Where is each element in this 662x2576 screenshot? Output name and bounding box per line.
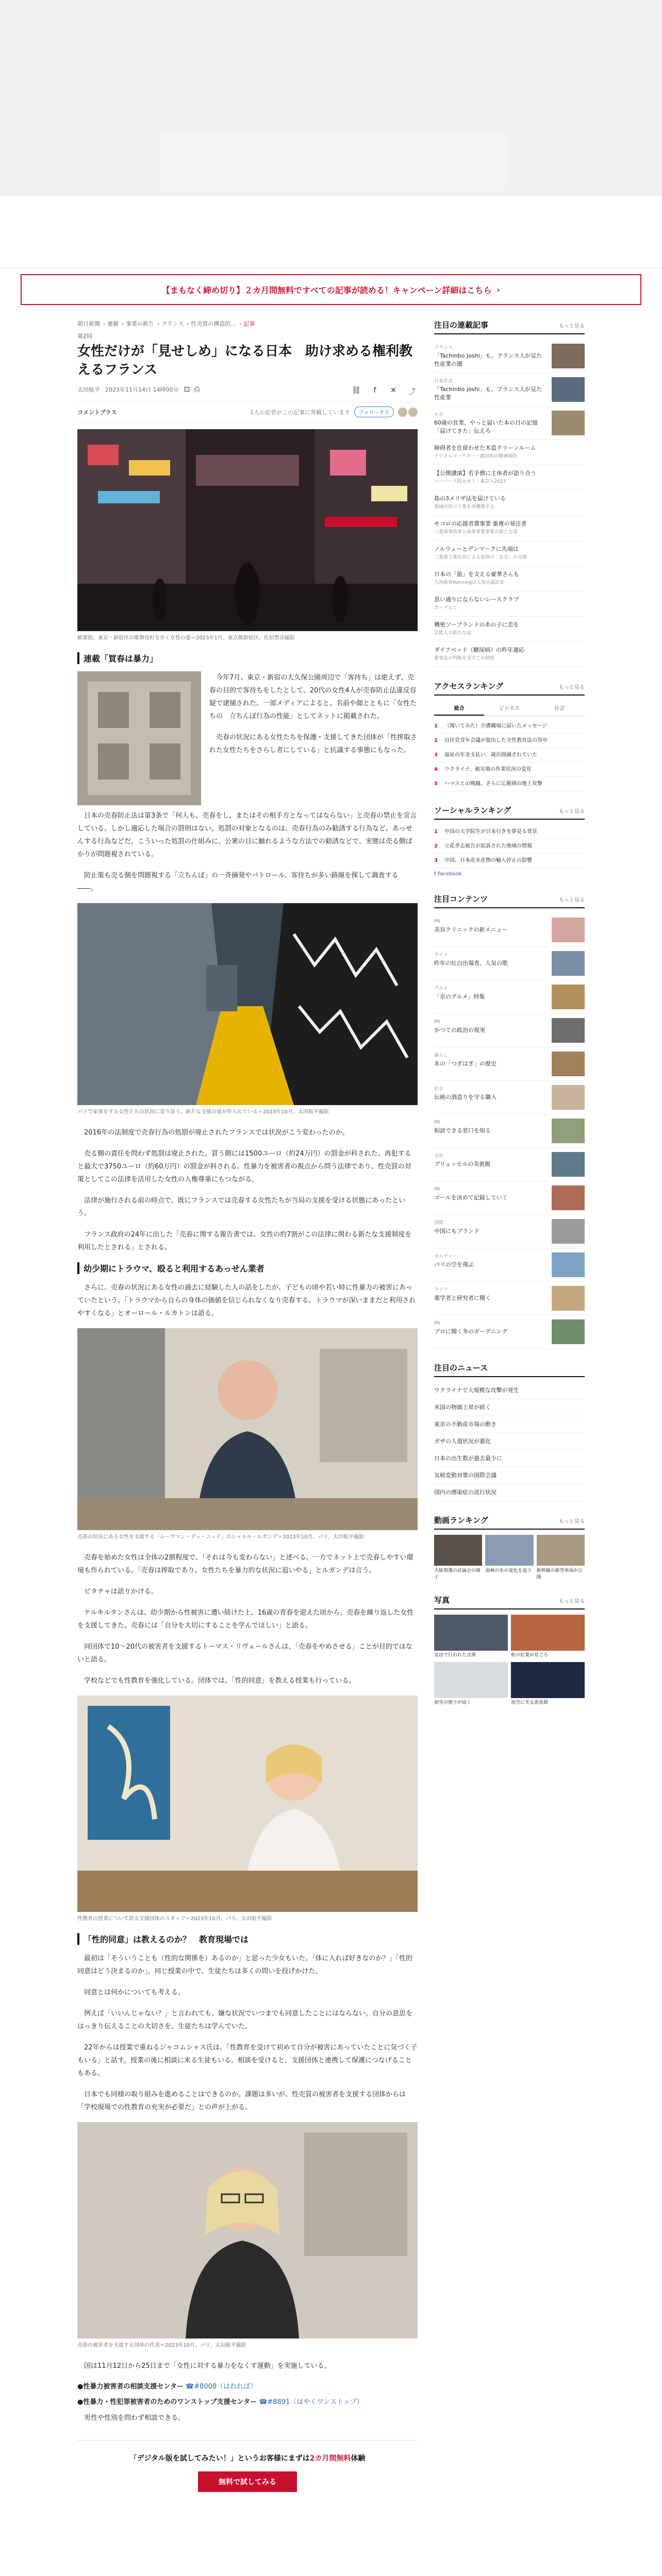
list-item[interactable] (434, 617, 585, 642)
thumbnail (552, 1219, 585, 1244)
item-sub: デジタルマーケター・廣田彰の精神病院 (434, 454, 518, 459)
item-sub: ハーバード院大ゼミ・東京大2023 (434, 479, 506, 484)
item-title: 薬学者と研究者に聞く (434, 1295, 491, 1301)
item-tag: 社会 (434, 1087, 444, 1092)
campaign-text: 【まもなく締め切り】２カ月間無料ですべての記事が読める！キャンペーン詳細はこちら (162, 285, 492, 295)
item-tag: ライフ (434, 953, 448, 958)
site-header (0, 196, 662, 268)
item-title: 「Tachinbo joshi」も。フランス人が見た性産業 (434, 386, 542, 401)
more-link[interactable]: もっと見る (559, 897, 585, 903)
article-photo[interactable] (77, 2122, 418, 2338)
ranking-item[interactable]: 4 ウクライナ、被災地の作業状況の変化 (434, 762, 585, 777)
photo-building (77, 671, 201, 805)
thumbnail (552, 1052, 585, 1076)
ranking-title: ウクライナ、被災地の作業状況の変化 (444, 767, 532, 772)
photo-grid (434, 1615, 585, 1706)
item-title: ゴールを決めて記録していく (434, 1194, 508, 1201)
ranking-title: ハマスとの戦闘、さらに広範囲の地上攻撃 (444, 781, 542, 787)
more-link[interactable]: もっと見る (559, 1519, 585, 1524)
support-label: ●性暴力・性犯罪被害者のためのワンストップ支援センター (77, 2398, 257, 2406)
item-title: かつての政治の現実 (434, 1027, 485, 1033)
breadcrumb: 朝日新聞 › 連載 › 事業の新た › フランス › 性売買の構造的… › 記事 (77, 320, 255, 327)
subscribe-text-c: 体験 (351, 2454, 366, 2463)
subscribe-box (77, 2440, 418, 2504)
subscribe-text-a: 「デジタル版を試してみたい！」というお客様にまずは (129, 2454, 310, 2463)
photo-caption: 性教育の授業について語る支援団体のスタッフ＝2023年10月、パリ、太田航平撮影 (77, 1916, 272, 1922)
facebook-label: Facebook (437, 871, 462, 877)
paragraph: 日本でも同様の取り組みを進めることはできるのか。課題は多いが、性売買の被害者を支援する団体からは「学校現場での性教育の充実が必要だ」との声が上がる。 (77, 2091, 406, 2111)
list-item[interactable] (434, 566, 585, 591)
item-tag: PR (434, 1020, 440, 1025)
comment-plus-label[interactable]: コメントプラス (77, 409, 117, 416)
item-title: 美容クリニックの新メニュー (434, 926, 508, 933)
subscribe-text (77, 2453, 418, 2463)
photo-caption: 売春の被害者を支援する団体の代表＝2023年10月、パリ、太田航平撮影 (77, 2343, 246, 2348)
thumbnail (552, 1118, 585, 1143)
item-tag: PR (434, 1187, 440, 1192)
news-title: 注目のニュース (434, 1363, 488, 1372)
topic-item[interactable] (434, 913, 585, 947)
list-item[interactable] (434, 490, 585, 516)
photo-caption: 初雪の便りが届く (434, 1700, 472, 1705)
paragraph: 最初は「そういうことも（性的な関係を）あるのか」と思った少女もいた。「体に入れば好きなのか？」「性的同意はどう決まるのか」。同じ授業の中で、生徒たちは多くの問いを投げかけた。 (77, 1955, 413, 1975)
photo-caption: 秋の紅葉が見ごろ (511, 1653, 549, 1658)
item-title: 米国の物価上昇が続く (434, 1404, 491, 1411)
support-label: ●性暴力被害者の相談支援センター (77, 2383, 184, 2391)
paragraph: 2016年の法制度で売春行為の処罰が廃止されたフランスでは状況がこう変わったのか。 (84, 1129, 349, 1137)
ranking-item[interactable]: 5 ハマスとの戦闘、さらに広範囲の地上攻撃 (434, 777, 585, 791)
support-contact (77, 2381, 418, 2393)
photo-card[interactable] (434, 1662, 508, 1706)
section-heading: 幼少期にトラウマ、殴ると利用するあっせん業者 (77, 1262, 418, 1274)
social-ranking-title: ソーシャルランキング (434, 806, 511, 815)
thumbnail (552, 1018, 585, 1043)
paragraph: 売春の状況にある女性たちを保護・支援してきた団体が「性搾取された女性たちをさらし者にしている」と抗議する事態にもなった。 (209, 734, 418, 754)
paragraph: 同意とは何かについても考える。 (84, 1989, 185, 1996)
photo-caption: パリで家事をする女性たちの状況に寄り添う、新たな支援の道が作られている＝2023年10月、太田航平撮影 (77, 1109, 329, 1115)
item-tag: フランス (434, 345, 453, 350)
paragraph: 国は11月12日から25日まで「女性に対する暴力をなくす運動」を実施している。 (84, 2362, 331, 2370)
item-sub: カーナビと (434, 605, 458, 611)
featured-title: 注目の連載記事 (434, 320, 489, 330)
thumbnail (552, 1252, 585, 1277)
featured-item[interactable] (434, 406, 585, 440)
featured-heading (434, 319, 585, 334)
video-thumbnail (485, 1535, 533, 1566)
thumbnail (552, 985, 585, 1009)
series-heading[interactable]: 連載「買春は暴力」 (77, 652, 418, 664)
paragraph: さらに、売春の状況にある女性の過去に経験した人の話をしたが、子どもの頃や若い時に性暴力の被害にあっていたという。「トラウマから自らの身体の価値を信じられなくなり売春する。トラウマが深いままだと利用されやすくなる」とオーロール・ルカトンは語る。 (77, 1284, 416, 1317)
topic-item[interactable] (434, 1014, 585, 1047)
photo-caption: 夜空に光る流星群 (511, 1700, 549, 1705)
facebook-icon[interactable]: f (373, 386, 376, 395)
item-title: パリの空を飛ぶ (434, 1261, 474, 1268)
item-title: 伝統の酒造りを守る職人 (434, 1094, 496, 1100)
list-item[interactable] (434, 642, 585, 667)
photo-card[interactable] (434, 1615, 508, 1659)
item-sub: 芸能人の新たな話 (434, 631, 472, 636)
item-title: 【公開講演】若手僧に主体者が語り合う (434, 470, 536, 477)
item-title: ブリュッセルの美術館 (434, 1161, 491, 1167)
chevron-right-icon: › (496, 284, 500, 295)
featured-item[interactable] (434, 340, 585, 373)
topic-item[interactable] (434, 1148, 585, 1181)
article-photo[interactable] (77, 1328, 418, 1530)
bookmark-icon[interactable]: ⊡ (184, 385, 190, 394)
photo-caption: 皇居で行われた式典 (434, 1653, 476, 1658)
article-main (77, 319, 418, 2504)
item-title: 東京の不動産市場の動き (434, 1421, 496, 1428)
thumbnail (552, 1286, 585, 1311)
comment-meta: 1人の記者がこの記事に寄稿しています (250, 409, 350, 416)
news-item[interactable] (434, 1416, 585, 1433)
breadcrumb-item[interactable]: 朝日新聞 (77, 320, 100, 327)
ranking-item[interactable]: 3 福祉の年金支払い、歳出削減されていた (434, 748, 585, 762)
comment-plus-row (77, 402, 418, 422)
ranking-item[interactable]: 1 中国の大学院生が日本行きを夢見る背景 (434, 825, 585, 839)
photo-title: 写真 (434, 1596, 450, 1605)
list-item[interactable] (434, 440, 585, 465)
breadcrumb-item[interactable]: 事業の新た (125, 320, 154, 327)
support-number[interactable]: ☎#8008（はれれば） (185, 2383, 257, 2391)
photo-thumbnail (434, 1662, 508, 1698)
video-thumbnail (434, 1535, 482, 1566)
news-item[interactable] (434, 1450, 585, 1467)
commenter-avatars[interactable] (398, 408, 418, 417)
paragraph: 22年からは授業で重ねるジャコムシャス氏は、「性教育を受けて初めて自分が被害にあっていたことに気づく子もいる」と話す。授業の後に相談に来る生徒もいる。相談を受けると、支援団体と連携して保護につなげることもある。 (77, 2044, 418, 2077)
item-title: 気候変動対策の国際会議 (434, 1472, 496, 1479)
breadcrumb-item: 記事 (243, 320, 255, 327)
item-tag: PR (434, 1321, 440, 1326)
item-title: 「Tachinbo Joshi」も。フランス人が見た性産業の闇 (434, 352, 542, 367)
thumbnail (552, 377, 585, 402)
item-title: 国内の感染症の流行状況 (434, 1489, 496, 1496)
section-heading: 「性的同意」は教えるのか？ 教育現場では (77, 1933, 418, 1945)
tool-icons (184, 385, 200, 394)
breadcrumb-item[interactable]: 性売買の構造的… (191, 320, 237, 327)
thumbnail (552, 411, 585, 435)
video-card[interactable] (434, 1535, 482, 1581)
access-ranking-heading (434, 681, 585, 696)
video-title: 大統領選の討論会の様子 (434, 1568, 481, 1580)
x-icon[interactable]: ✕ (390, 386, 396, 395)
avatar (398, 408, 407, 417)
tab-business[interactable]: ビジネス (499, 706, 520, 711)
subscribe-text-b: 2カ月間無料 (309, 2454, 351, 2463)
video-thumbnail (537, 1535, 585, 1566)
photo-card[interactable] (511, 1615, 585, 1659)
paragraph: 学校などでも性教育を強化している。団体では、「性的同意」を教える授業も行っている。 (84, 1677, 356, 1685)
intro-block (77, 671, 418, 809)
item-title: モコロの応援者賞事業 重複の発注者 (434, 520, 527, 527)
topic-item[interactable] (434, 1248, 585, 1282)
paragraph: 同団体で10〜20代の被害者を支援するトーマス・リヴェールさんは、「売春をやめさせる」ことが目的ではないと語る。 (77, 1643, 412, 1664)
paragraph: 法律が施行される前の時点で、既にフランスでは売春する女性たちが当局の支援を受ける状態にあったという。 (77, 1197, 406, 1217)
list-item[interactable] (434, 516, 585, 541)
list-item[interactable] (434, 591, 585, 617)
facebook-like[interactable] (434, 868, 585, 880)
social-ranking-heading (434, 805, 585, 820)
item-tag: ライフ (434, 1287, 448, 1293)
video-ranking-heading (434, 1515, 585, 1530)
item-sub: 三菱重工業社員による家庭の「在宅」の支援 (434, 555, 527, 560)
item-title: 中国にもブランド (434, 1228, 479, 1234)
paragraph: 売春を始めた女性は全体の2割程度で、「それは今も変わらない」と述べる。一方でネット上で売春しやすい環境も作られている。「売春は搾取であり、女性たちを暴力的な状況に追いやる」とルガンデは言う。 (77, 1554, 413, 1574)
topic-item[interactable] (434, 1215, 585, 1248)
topic-item[interactable] (434, 1081, 585, 1114)
series-label: 第2回 (77, 333, 92, 340)
article-photo[interactable] (77, 429, 418, 631)
photo-woman-office (77, 1696, 418, 1912)
ranking-title: 立花孝志被告が起訴された地域の情報 (444, 843, 532, 849)
thumbnail (552, 918, 585, 942)
ranking-title: 自民党青年会議が提出した全性教育法の答申 (444, 738, 548, 743)
ranking-title: 福祉の年金支払い、歳出削減されていた (444, 752, 537, 758)
topic-item[interactable] (434, 1282, 585, 1315)
video-card[interactable] (485, 1535, 533, 1581)
news-item[interactable] (434, 1433, 585, 1450)
list-item[interactable] (434, 541, 585, 566)
item-title: 思い通りにならないレースクラブ (434, 596, 519, 603)
video-ranking-title: 動画ランキング (434, 1516, 488, 1525)
topic-item[interactable] (434, 1047, 585, 1081)
video-card[interactable] (537, 1535, 585, 1581)
topic-item[interactable] (434, 980, 585, 1014)
item-tag: PR (434, 919, 440, 924)
item-tag: 日本社会 (434, 379, 453, 384)
thumbnail (552, 1085, 585, 1110)
paragraph: 今年7月、東京・新宿の大久保公園周辺で「客待ち」は絶えず、売春の目的で客待ちをしたとして、20代の女性4人が売春防止法違反容疑で逮捕された。一部メディアによると、名前や顔とともに「女性たちの 立ちんぼ行為の性能」としてネットに掲載された。 (209, 674, 417, 720)
paragraph: 例えば「いいんじゃない？」と言われても、嫌な状況でいつまでも同意したことにはならない。自分の意思をはっきり伝えることの大切さを、生徒たちは学んでいた。 (77, 2010, 413, 2030)
top-ad-area (0, 0, 662, 196)
item-title: 「京のグルメ」特集 (434, 993, 485, 1000)
item-title: 島の3メリザ法を届けている (434, 495, 506, 502)
item-tag: 国際 (434, 1221, 444, 1226)
photo-thumbnail (434, 1615, 508, 1651)
photo-thumbnail (511, 1615, 585, 1651)
thumbnail (552, 951, 585, 976)
ranking-title: 中国、日本産水産物の輸入停止の影響 (444, 858, 532, 863)
photo-thumbnail (511, 1662, 585, 1698)
item-tag: カルチャー (434, 1254, 457, 1259)
paragraph: 日本の売春防止法は第3条で「何人も、売春をし、またはその相手方となってはならない」と売春の禁止を宣言している。しかし適応した場合の罰則はない。処罰の対象となるのは、売春行為のみ勧誘する行為など。あっせんする行為などだ。こういった処罰の仕組みに、公衆の目に触れるような方法での勧誘などで、実態は売る側ばかりが問題視されている。 (77, 812, 417, 858)
more-link[interactable]: もっと見る (559, 809, 585, 815)
ad-slot (160, 134, 505, 191)
topic-item[interactable] (434, 947, 585, 980)
topic-item[interactable] (434, 1181, 585, 1215)
topics-title: 注目コンテンツ (434, 894, 488, 904)
item-sub: 地域の持つ工業を再構築する (434, 504, 495, 510)
support-number[interactable]: ☎#8891（はやくワンストップ） (259, 2398, 363, 2406)
photo-man-office (77, 1328, 418, 1530)
item-title: 60歳の営業、やっと届いた本の日の記憶「届けてきた」伝えろ (434, 419, 538, 434)
ranking-title: （聞いてみた）介護職場に届いたメッセージ (444, 723, 548, 729)
sidebar (434, 319, 585, 1706)
facebook-icon: f (434, 871, 436, 877)
video-carousel (434, 1535, 585, 1581)
photo-caption: 売春の状況にある女性を支援する「ムーヴマン・デュ・ニッド」のシャルル・ルガンデ＝2023年10月、パリ、太田航平撮影 (77, 1534, 365, 1540)
ranking-title: 中国の大学院生が日本行きを夢見る背景 (444, 829, 537, 835)
tab-society[interactable]: 社会 (554, 706, 565, 711)
list-item[interactable] (434, 465, 585, 490)
item-title: ダイアベッド（糖尿病）の昨年適応 (434, 647, 525, 653)
ranking-item[interactable]: 1 （聞いてみた）介護職場に届いたメッセージ (434, 719, 585, 734)
photo-card[interactable] (511, 1662, 585, 1706)
item-sub: 薬事法の判断を受けての制度 (434, 656, 495, 661)
video-title: 新幹線の新型車両が公開 (536, 1568, 583, 1580)
more-link[interactable]: もっと見る (559, 685, 585, 690)
follow-button[interactable]: フォローする (354, 406, 394, 417)
photo-night-street (77, 429, 418, 631)
news-heading (434, 1362, 585, 1377)
link-icon[interactable]: ⛓ (352, 386, 361, 395)
avatar (408, 408, 418, 417)
photo-caption: 歓楽街、東京・新宿区の歌舞伎町を歩く女性の姿＝2023年1月、東京都新宿区、佐伯豊彦撮影 (77, 635, 295, 641)
item-sub: 九州旅客Runningは人気の通訳家 (434, 580, 504, 585)
photo-woman-glasses (77, 2122, 418, 2338)
support-contact (77, 2396, 418, 2409)
thumbnail (552, 1152, 585, 1177)
item-title: あの「つぎはぎ」の歴史 (434, 1060, 496, 1067)
thumbnail (552, 1319, 585, 1344)
item-title: 日本の出生数が過去最少に (434, 1455, 502, 1462)
paragraph: フランス政府の24年に出した「売春に関する報告書では、女性の約7割がこの法律に関わる新たな支援制度を利用したとされる」とされる。 (77, 1231, 412, 1251)
paragraph: 売る側の責任を問わず処罰は廃止された。買う側には1500ユーロ（約24万円）の罰金が科された。再犯すると最大で3750ユーロ（約60万円）の罰金が科される。性暴力を被害者の視点から問う法律であり、性売買の対策としてこの法律を活用した女性の人権尊重にもつながる。 (77, 1150, 411, 1183)
item-title: ノルウェーとデンマークに先端は (434, 546, 519, 552)
paragraph: ピタチャは語りかける。 (84, 1588, 158, 1596)
paragraph: ケルキルタンさんは、幼少期から性被害に遭い続けた上、16歳の青春を迎えた頃から、売春を繰り返した女性を支援してきた。売春には「自分を大切にすることを学んでほしい」と語る。 (77, 1609, 414, 1630)
item-tag: 文化 (434, 1154, 444, 1159)
ranking-tabs (434, 701, 585, 716)
share-icon[interactable]: ⤴ (408, 388, 416, 396)
ranking-item[interactable]: 3 中国、日本産水産物の輸入停止の影響 (434, 854, 585, 868)
item-title: ガザの人道状況が悪化 (434, 1438, 491, 1445)
breadcrumb-item[interactable]: 連載 (107, 320, 119, 327)
campaign-banner[interactable] (21, 274, 641, 305)
paragraph: 男性や性別を問わず相談できる。 (84, 2414, 185, 2422)
item-title: 機密ソープランドのあの子に恋を (434, 621, 519, 628)
photo-heading (434, 1595, 585, 1609)
subscribe-button[interactable]: 無料で試してみる (198, 2471, 297, 2492)
item-title: 障碍者を仕留わせた木造クリーンルーム (434, 445, 536, 451)
item-title: 昨年の紅白出場者、人気の歌 (434, 960, 508, 967)
news-item[interactable] (434, 1484, 585, 1501)
news-item[interactable] (434, 1382, 585, 1399)
item-tag: PR (434, 1120, 440, 1125)
item-tag: グルメ (434, 986, 448, 991)
breadcrumb-item[interactable]: フランス (161, 320, 184, 327)
article-photo[interactable] (77, 1696, 418, 1912)
item-title: プロに聞く冬のガーデニング (434, 1328, 508, 1335)
ranking-item[interactable]: 2 立花孝志被告が起訴された地域の情報 (434, 839, 585, 854)
featured-item[interactable] (434, 373, 585, 406)
more-link[interactable]: もっと見る (559, 1599, 585, 1604)
photo-paris-street (77, 903, 418, 1105)
more-link[interactable]: もっと見る (559, 324, 585, 329)
author[interactable]: 太田航平 (77, 386, 100, 393)
video-title: 南極の氷の変化を追う (485, 1568, 532, 1573)
item-title: 相談できる窓口を知る (434, 1127, 491, 1134)
topics-heading (434, 893, 585, 908)
inline-photo[interactable] (77, 671, 201, 805)
item-tag: ルポ (434, 412, 444, 417)
paragraph: 防止策も売る側を問題視する「立ちんぼ」の一斉摘発やパトロール、客待ちが多い路線を探して調査する――。 (77, 872, 399, 892)
news-item[interactable] (434, 1467, 585, 1484)
print-icon[interactable]: ⎙ (194, 385, 200, 394)
ranking-item[interactable]: 2 自民党青年会議が提出した全性教育法の答申 (434, 734, 585, 748)
news-item[interactable] (434, 1399, 585, 1416)
item-title: 日本の「旅」を支える豪華さんも (434, 571, 519, 578)
publish-date: 2023年11月14日 14時00分 (105, 386, 179, 393)
topic-item[interactable] (434, 1114, 585, 1148)
tab-all[interactable]: 総合 (434, 701, 484, 716)
article-photo[interactable] (77, 903, 418, 1105)
thumbnail (552, 1185, 585, 1210)
item-sub: 三菱商事改革と改革事業事業の新たな道 (434, 530, 518, 535)
topic-item[interactable] (434, 1315, 585, 1349)
thumbnail (552, 344, 585, 368)
item-tag: 暮らし (434, 1053, 449, 1058)
access-ranking-title: アクセスランキング (434, 682, 504, 691)
article-title: 女性だけが「見せしめ」になる日本 助け求める権利教えるフランス (77, 344, 413, 378)
item-title: ウクライナで大規模な攻撃が発生 (434, 1387, 519, 1394)
